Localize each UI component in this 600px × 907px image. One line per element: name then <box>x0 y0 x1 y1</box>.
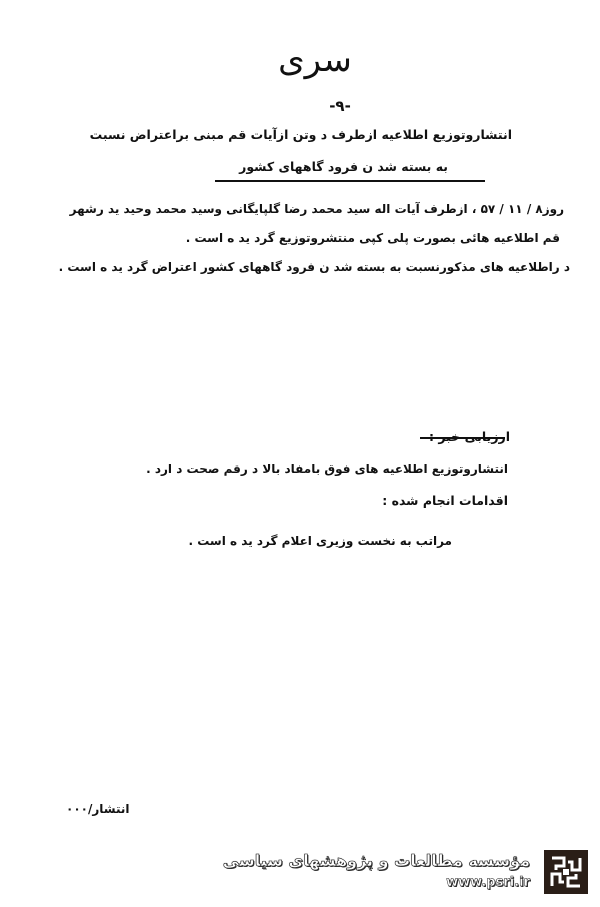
body-line-3: د راطلاعیه های مذکورنسبت به بسته شد ن فرود گاههای کشور اعتراض گرد ید ه است . <box>58 260 570 274</box>
body-line-2: قم اطلاعیه هائی بصورت پلی کپی منتشروتوزیع گرد ید ه است . <box>185 231 560 245</box>
distribution-footer: انتشار/۰۰۰ <box>66 802 130 816</box>
evaluation-heading-rule <box>420 437 505 439</box>
watermark-url[interactable]: www.psri.ir <box>446 875 530 890</box>
document-number: -۹- <box>329 97 351 115</box>
actions-heading: اقدامات انجام شده : <box>382 493 508 508</box>
subject-underline <box>215 180 485 182</box>
body-line-1: روز۸ / ۱۱ / ۵۷ ، ازطرف آیات اله سید محمد رضا گلپایگانی وسید محمد وحید ید رشهر <box>69 202 564 216</box>
evaluation-text: انتشاروتوزیع اطلاعیه های فوق بامفاد بالا د رقم صحت د ارد . <box>146 462 508 476</box>
psri-logo-icon <box>544 850 588 894</box>
subject-line-1: انتشاروتوزیع اطلاعیه ازطرف د وتن ازآیات قم مبنی براعتراض نسبت <box>89 127 512 142</box>
subject-line-2: به بسته شد ن فرود گاههای کشور <box>239 159 448 174</box>
watermark-institution: مؤسسه مطالعات و پژوهشهای سیاسی <box>222 851 530 870</box>
logo-graphic <box>544 850 588 894</box>
classification-title: سری <box>278 40 352 80</box>
evaluation-heading: ارزیابی خبر : <box>429 429 510 444</box>
actions-text: مراتب به نخست وزیری اعلام گرد ید ه است . <box>188 534 452 548</box>
